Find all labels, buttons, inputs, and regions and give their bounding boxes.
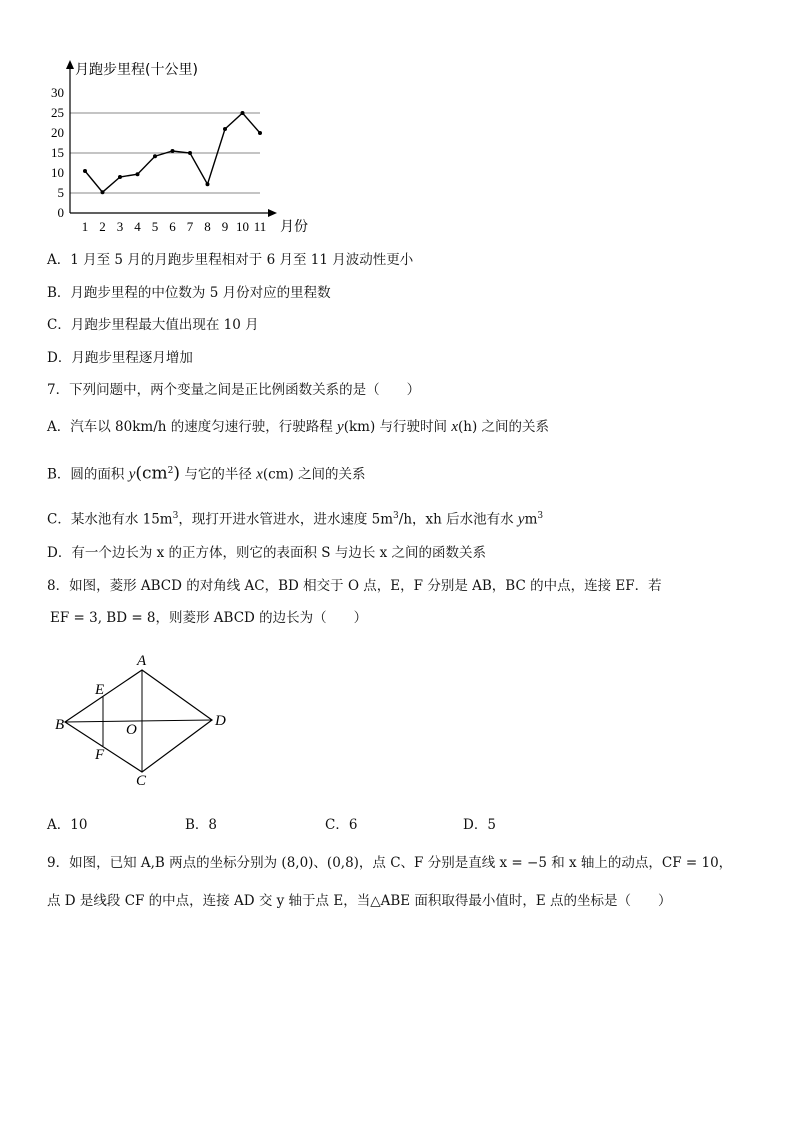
q9-stem-line2: 点 D 是线段 CF 的中点，连接 AD 交 y 轴于点 E，当△ABE 面积取得最小值时，E 点的坐标是（ ）: [47, 893, 672, 909]
x-axis-arrow: [268, 209, 277, 217]
y-tick-label: 20: [51, 125, 64, 140]
data-point: [101, 190, 105, 194]
label-c: C: [136, 773, 147, 789]
q7-option-c: C．某水池有水 $15m^3$，现打开进水管进水，进水速度 $5m^3/h$，xh 后水池有水 $ym^3$: [47, 511, 544, 528]
q6-option-c: C．月跑步里程最大值出现在 10 月: [47, 317, 259, 333]
q8-option-a: A．10: [47, 817, 88, 833]
x-tick-label: 6: [169, 219, 176, 234]
data-point: [206, 182, 210, 186]
q7-option-b: B．圆的面积 $y(cm^2)$ 与它的半径 x(cm) 之间的关系: [47, 463, 366, 484]
x-tick-label: 1: [81, 219, 89, 234]
data-point: [171, 149, 175, 153]
x-axis-label: 月份: [280, 219, 308, 235]
data-point: [241, 111, 245, 115]
q7-option-d: D．有一个边长为 x 的正方体，则它的表面积 S 与边长 x 之间的函数关系: [47, 545, 487, 561]
data-point: [83, 169, 87, 173]
label-d: D: [215, 713, 226, 729]
y-axis-arrow: [66, 60, 74, 69]
x-tick-label: 8: [204, 219, 211, 234]
data-point: [118, 175, 122, 179]
x-tick-label: 9: [221, 219, 229, 234]
data-point: [153, 154, 157, 158]
q6-option-b: B．月跑步里程的中位数为 5 月份对应的里程数: [47, 285, 331, 301]
q6-option-a: A．1 月至 5 月的月跑步里程相对于 6 月至 11 月波动性更小: [47, 252, 414, 268]
x-tick-label: 11: [253, 219, 267, 234]
q8-stem-line2: EF = 3, BD = 8，则菱形 ABCD 的边长为（ ）: [50, 610, 368, 626]
label-f: F: [95, 747, 105, 763]
q7-stem: 7．下列问题中，两个变量之间是正比例函数关系的是（ ）: [47, 382, 421, 398]
label-e: E: [95, 682, 105, 698]
x-tick-label: 5: [151, 219, 159, 234]
y-tick-label: 5: [57, 185, 64, 200]
q6-option-d: D．月跑步里程逐月增加: [47, 350, 193, 366]
x-tick-label: 3: [116, 219, 124, 234]
label-b: B: [55, 717, 65, 733]
y-tick-label: 10: [51, 165, 64, 180]
data-point: [188, 151, 192, 155]
data-point: [258, 131, 262, 135]
diagonal-bd: [65, 720, 212, 722]
x-tick-label: 4: [134, 219, 141, 234]
x-tick-label: 7: [186, 219, 194, 234]
q9-stem-line1: 9．如图，已知 A,B 两点的坐标分别为 (8,0)、(0,8)，点 C、F 分别是直线 x = −5 和 x 轴上的动点，CF = 10，: [47, 855, 733, 871]
mileage-line-chart: [40, 55, 360, 235]
label-o: O: [126, 722, 137, 738]
y-tick-label: 15: [51, 145, 64, 160]
q8-option-c: C．6: [325, 817, 358, 833]
x-tick-label: 10: [236, 219, 249, 234]
y-tick-label: 0: [57, 205, 64, 220]
rhombus-figure: [50, 650, 250, 790]
y-tick-label: 30: [51, 85, 64, 100]
q8-option-d: D．5: [463, 817, 496, 833]
q8-stem-line1: 8．如图，菱形 ABCD 的对角线 AC，BD 相交于 O 点，E，F 分别是 AB，BC 的中点，连接 EF．若: [47, 578, 662, 594]
x-tick-label: 2: [99, 219, 106, 234]
data-point: [136, 172, 140, 176]
q7-option-a: A．汽车以 80km/h 的速度匀速行驶，行驶路程 y(km) 与行驶时间 x(h) 之间的关系: [47, 419, 550, 435]
y-tick-label: 25: [51, 105, 64, 120]
q8-option-b: B．8: [185, 817, 218, 833]
y-axis-label: 月跑步里程(十公里): [75, 62, 198, 78]
label-a: A: [137, 653, 147, 669]
data-point: [223, 127, 227, 131]
